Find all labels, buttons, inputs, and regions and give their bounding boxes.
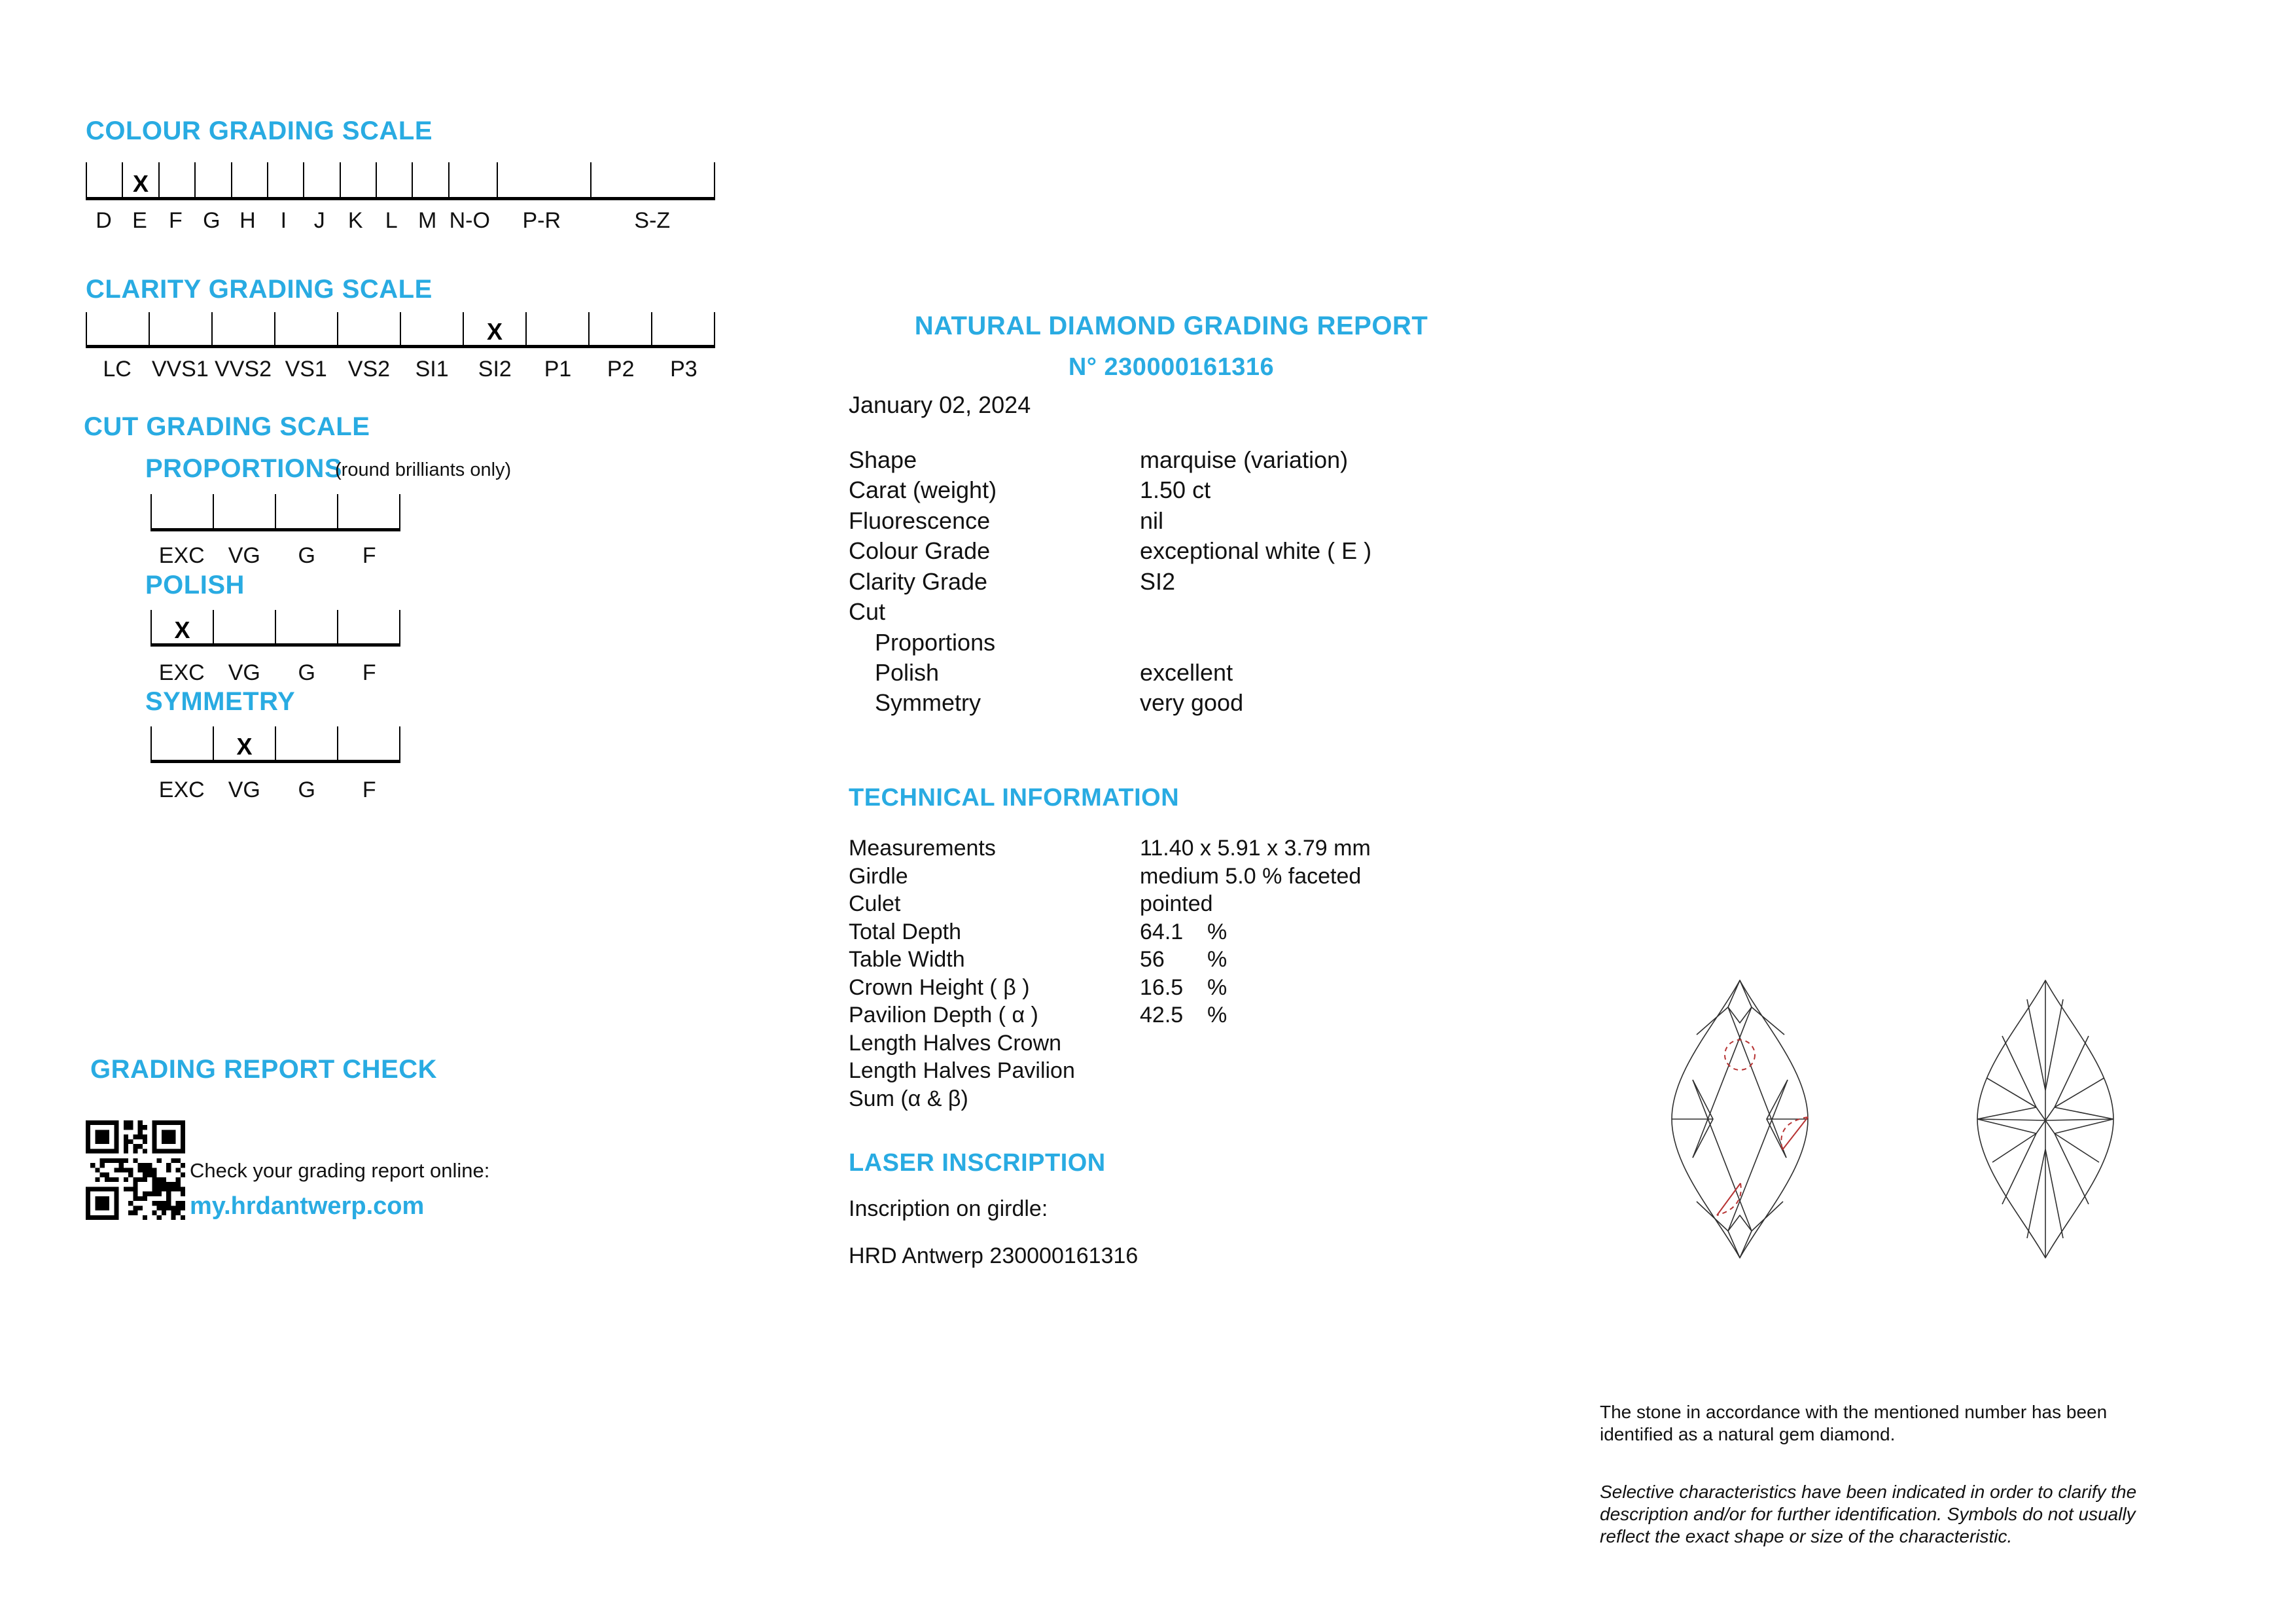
scale-label: VVS2 bbox=[215, 357, 272, 382]
field-value: very good bbox=[1140, 689, 1244, 716]
report-check-title: GRADING REPORT CHECK bbox=[90, 1055, 438, 1084]
symmetry-grading-scale bbox=[150, 726, 400, 763]
technical-title: TECHNICAL INFORMATION bbox=[849, 784, 1180, 812]
scale-label: F bbox=[362, 543, 376, 568]
technical-unit: % bbox=[1207, 947, 1227, 972]
scale-label: P3 bbox=[670, 357, 698, 382]
scale-label: G bbox=[298, 543, 315, 568]
field-label: Fluorescence bbox=[849, 507, 991, 534]
scale-cell-EXC bbox=[150, 726, 213, 760]
scale-cell-VS2 bbox=[337, 312, 400, 345]
scale-label: EXC bbox=[158, 777, 205, 802]
scale-cell-G bbox=[275, 494, 337, 528]
scale-label: EXC bbox=[158, 543, 205, 568]
scale-label: VS2 bbox=[347, 357, 391, 382]
scale-label: VS1 bbox=[285, 357, 327, 382]
technical-unit: % bbox=[1207, 974, 1227, 1000]
field-label: Clarity Grade bbox=[849, 568, 988, 595]
scale-label: F bbox=[362, 777, 376, 802]
scale-cell-G bbox=[275, 726, 337, 760]
colour-scale-title: COLOUR GRADING SCALE bbox=[86, 116, 433, 145]
technical-label: Total Depth bbox=[849, 919, 961, 944]
technical-value: pointed bbox=[1140, 891, 1213, 916]
polish-subtitle: POLISH bbox=[145, 571, 245, 599]
field-value: excellent bbox=[1140, 659, 1233, 686]
polish-grading-scale-labels bbox=[150, 660, 400, 686]
symmetry-grading-scale-labels bbox=[150, 777, 400, 803]
scale-label: VG bbox=[228, 777, 260, 802]
scale-cell-VVS2 bbox=[211, 312, 274, 345]
scale-label: EXC bbox=[158, 660, 205, 685]
scale-label: F bbox=[169, 208, 183, 233]
proportions-grading-scale bbox=[150, 494, 400, 531]
scale-label: K bbox=[347, 208, 363, 233]
proportions-note: (round brilliants only) bbox=[335, 459, 512, 480]
laser-inscription: HRD Antwerp 230000161316 bbox=[849, 1243, 1139, 1268]
scale-cell-J bbox=[303, 162, 339, 197]
technical-label: Length Halves Pavilion bbox=[849, 1058, 1075, 1083]
clarity-characteristic-marks bbox=[1717, 1040, 1808, 1215]
scale-cell-EXC bbox=[150, 610, 213, 643]
scale-label: D bbox=[96, 208, 112, 233]
scale-label: VVS1 bbox=[151, 357, 209, 382]
field-value: nil bbox=[1140, 507, 1164, 534]
technical-label: Culet bbox=[849, 891, 901, 916]
diamond-crown-diagram bbox=[1667, 974, 1812, 1262]
cut-scale-title: CUT GRADING SCALE bbox=[84, 412, 370, 441]
scale-cell-D bbox=[86, 162, 122, 197]
scale-cell-P3 bbox=[651, 312, 715, 345]
disclaimer-statement: Selective characteristics have been indicated in order to clarify the description and/or for further identification. Symbols do not usually reflect the exact shape or size of the characteristic. bbox=[1600, 1482, 2137, 1546]
proportions-grading-scale-labels bbox=[150, 543, 400, 569]
clarity-scale-title: CLARITY GRADING SCALE bbox=[86, 275, 433, 304]
scale-cell-VG bbox=[213, 610, 275, 643]
technical-value: 56 bbox=[1140, 947, 1165, 972]
colour-grading-scale-labels bbox=[86, 208, 715, 234]
qr-code-icon bbox=[86, 1120, 185, 1220]
scale-label: P-R bbox=[522, 208, 561, 233]
scale-cell-G bbox=[194, 162, 230, 197]
report-date: January 02, 2024 bbox=[849, 391, 1031, 418]
scale-cell-VG bbox=[213, 494, 275, 528]
scale-label: L bbox=[385, 208, 398, 233]
scale-cell-H bbox=[231, 162, 267, 197]
field-label: Shape bbox=[849, 446, 917, 473]
identification-statement: The stone in accordance with the mentioned number has been identified as a natural gem diamond. bbox=[1600, 1402, 2108, 1444]
scale-mark: X bbox=[486, 318, 503, 345]
scale-label: I bbox=[280, 208, 287, 233]
scale-mark: X bbox=[236, 733, 253, 760]
polish-grading-scale bbox=[150, 610, 400, 647]
technical-value: medium 5.0 % faceted bbox=[1140, 863, 1362, 889]
technical-label: Sum (α & β) bbox=[849, 1086, 968, 1111]
technical-label: Girdle bbox=[849, 863, 908, 889]
technical-value: 42.5 bbox=[1140, 1003, 1184, 1027]
scale-label: P1 bbox=[544, 357, 572, 382]
field-value: 1.50 ct bbox=[1140, 476, 1211, 503]
report-check-url: my.hrdantwerp.com bbox=[190, 1192, 425, 1220]
technical-unit: % bbox=[1207, 1003, 1227, 1027]
technical-value: 16.5 bbox=[1140, 974, 1184, 1000]
technical-label: Length Halves Crown bbox=[849, 1030, 1062, 1056]
scale-cell-F bbox=[337, 610, 400, 643]
scale-cell-M bbox=[412, 162, 448, 197]
scale-label: S-Z bbox=[634, 208, 671, 233]
scale-cell-I bbox=[267, 162, 303, 197]
scale-label: M bbox=[418, 208, 437, 233]
scale-cell-SI2 bbox=[463, 312, 525, 345]
scale-label: P2 bbox=[607, 357, 635, 382]
field-value: exceptional white ( E ) bbox=[1140, 537, 1372, 564]
scale-label: J bbox=[313, 208, 325, 233]
report-title: NATURAL DIAMOND GRADING REPORT bbox=[914, 312, 1428, 340]
scale-cell-F bbox=[337, 494, 400, 528]
technical-unit: % bbox=[1207, 919, 1227, 944]
scale-cell-S-Z bbox=[590, 162, 715, 197]
laser-title: LASER INSCRIPTION bbox=[849, 1149, 1106, 1177]
scale-label: H bbox=[239, 208, 256, 233]
scale-cell-VG bbox=[213, 726, 275, 760]
field-label: Symmetry bbox=[875, 689, 981, 716]
field-value: marquise (variation) bbox=[1140, 446, 1349, 473]
technical-label: Pavilion Depth ( α ) bbox=[849, 1003, 1038, 1027]
scale-cell-P1 bbox=[525, 312, 588, 345]
scale-cell-F bbox=[337, 726, 400, 760]
scale-label: E bbox=[132, 208, 147, 233]
scale-label: LC bbox=[103, 357, 132, 382]
clarity-grading-scale bbox=[86, 312, 715, 348]
scale-cell-P-R bbox=[497, 162, 590, 197]
scale-label: G bbox=[203, 208, 221, 233]
scale-cell-F bbox=[158, 162, 194, 197]
scale-label: F bbox=[362, 660, 376, 685]
scale-cell-E bbox=[122, 162, 158, 197]
field-value: SI2 bbox=[1140, 568, 1176, 595]
field-label: Proportions bbox=[875, 629, 996, 656]
report-number: N° 230000161316 bbox=[1068, 353, 1275, 381]
technical-label: Measurements bbox=[849, 836, 996, 861]
clarity-grading-scale-labels bbox=[86, 357, 715, 382]
scale-cell-VVS1 bbox=[149, 312, 211, 345]
scale-cell-VS1 bbox=[274, 312, 337, 345]
scale-cell-K bbox=[340, 162, 376, 197]
symmetry-subtitle: SYMMETRY bbox=[145, 687, 296, 716]
scale-mark: X bbox=[174, 616, 190, 643]
scale-cell-P2 bbox=[588, 312, 651, 345]
colour-grading-scale bbox=[86, 162, 715, 200]
scale-label: G bbox=[298, 777, 315, 802]
scale-cell-LC bbox=[86, 312, 149, 345]
scale-label: VG bbox=[228, 660, 260, 685]
technical-label: Table Width bbox=[849, 947, 965, 972]
field-label: Carat (weight) bbox=[849, 476, 997, 503]
scale-cell-L bbox=[376, 162, 412, 197]
technical-label: Crown Height ( β ) bbox=[849, 974, 1030, 1000]
scale-cell-G bbox=[275, 610, 337, 643]
scale-label: SI1 bbox=[415, 357, 449, 382]
diamond-pavilion-diagram bbox=[1973, 974, 2118, 1262]
scale-label: G bbox=[298, 660, 315, 685]
scale-label: SI2 bbox=[478, 357, 512, 382]
scale-cell-N-O bbox=[448, 162, 497, 197]
scale-label: VG bbox=[228, 543, 260, 568]
scale-cell-SI1 bbox=[400, 312, 463, 345]
scale-label: N-O bbox=[449, 208, 490, 233]
scale-mark: X bbox=[133, 170, 149, 197]
technical-value: 64.1 bbox=[1140, 919, 1184, 944]
proportions-subtitle: PROPORTIONS bbox=[145, 454, 343, 483]
scale-cell-EXC bbox=[150, 494, 213, 528]
field-label: Polish bbox=[875, 659, 940, 686]
technical-value: 11.40 x 5.91 x 3.79 mm bbox=[1140, 836, 1371, 861]
field-label: Cut bbox=[849, 598, 886, 625]
field-label: Colour Grade bbox=[849, 537, 991, 564]
report-check-caption: Check your grading report online: bbox=[190, 1159, 490, 1182]
laser-caption: Inscription on girdle: bbox=[849, 1196, 1048, 1221]
